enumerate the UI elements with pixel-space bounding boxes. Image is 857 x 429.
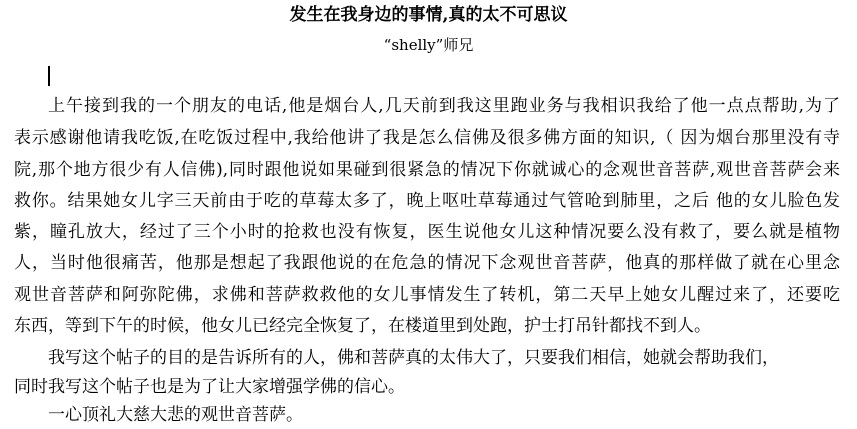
paragraph-3: 一心顶礼大慈大悲的观世音菩萨。 [48, 405, 303, 425]
document-title: 发生在我身边的事情,真的太不可思议 [289, 5, 568, 25]
paragraph-1-line-6: 人，当时他很痛苦，他那是想起了我跟他说的在危急的情况下念观世音菩萨，他真的那样做了就在心里念 [14, 253, 840, 273]
paragraph-2-line-2: 同时我写这个帖子也是为了让大家增强学佛的信心。 [14, 377, 405, 397]
paragraph-1-line-4: 救你。结果她女儿字三天前由于吃的草莓太多了，晚上呕吐草莓通过气管呛到肺里，之后 他的女儿脸色发 [14, 191, 840, 211]
paragraph-1-line-2: 表示感谢他请我吃饭,在吃饭过程中,我给他讲了我是怎么信佛及很多佛方面的知识,（ 因为烟台那里没有寺 [14, 128, 840, 148]
paragraph-1-line-5: 紫，瞳孔放大，经过了三个小时的抢救也没有恢复，医生说他女儿这种情况要么没有救了，要么就是植物 [14, 222, 840, 242]
paragraph-1-line-8: 东西，等到下午的时候，他女儿已经完全恢复了，在楼道里到处跑，护士打吊针都找不到人。 [14, 316, 711, 336]
text-cursor [48, 66, 50, 86]
document-author: “shelly”师兄 [383, 36, 474, 54]
paragraph-1-line-1: 上午接到我的一个朋友的电话,他是烟台人,几天前到我这里跑业务与我相识我给了他一点点帮助,为了 [48, 96, 840, 116]
paragraph-2-line-1: 我写这个帖子的目的是告诉所有的人，佛和菩萨真的太伟大了，只要我们相信，她就会帮助我们， [48, 348, 779, 368]
paragraph-1-line-3: 院,那个地方很少有人信佛),同时跟他说如果碰到很紧急的情况下你就诚心的念观世音菩萨,观世音菩萨会来 [14, 160, 840, 180]
paragraph-1-line-7: 观世音菩萨和阿弥陀佛，求佛和菩萨救救他的女儿事情发生了转机，第二天早上她女儿醒过来了，还要吃 [14, 285, 840, 305]
